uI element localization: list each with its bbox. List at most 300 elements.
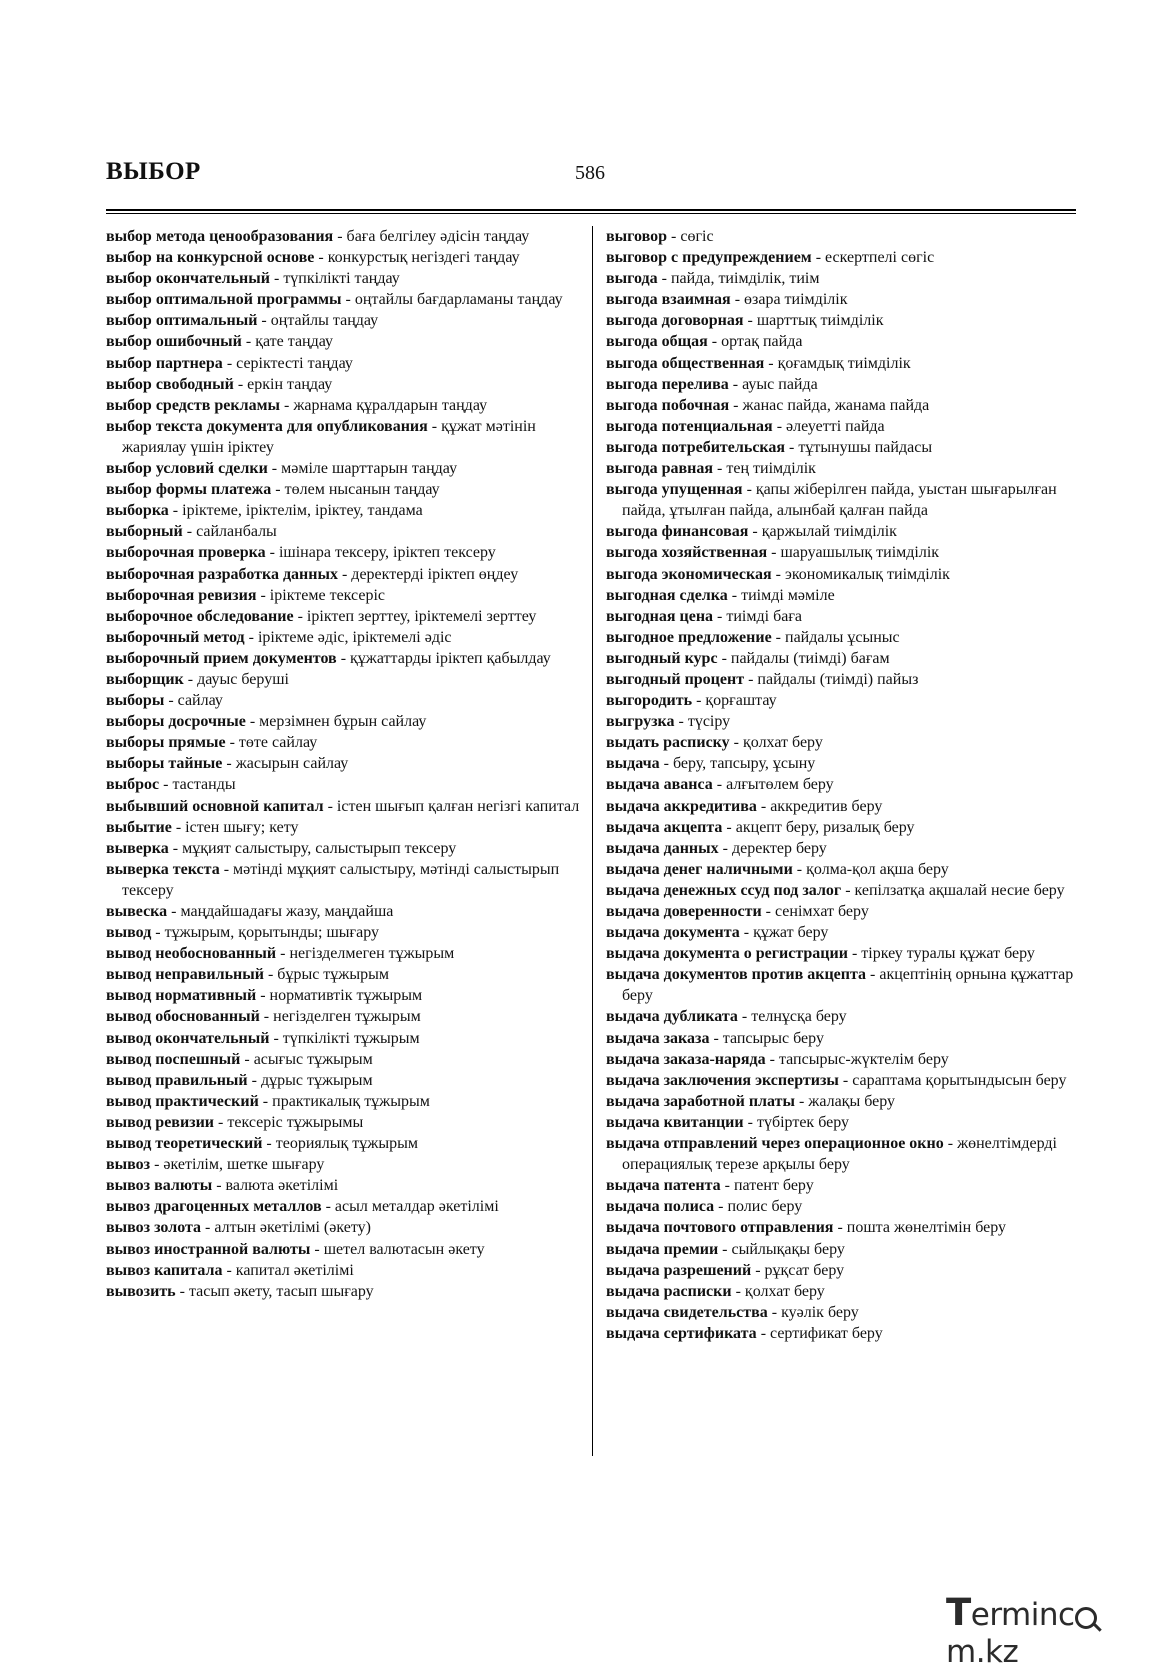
entry-term: выдача доверенности bbox=[606, 903, 762, 920]
entry-definition: баға белгілеу әдісін таңдау bbox=[346, 228, 530, 245]
entry-definition: куәлік беру bbox=[781, 1303, 859, 1321]
entry-term: выборщик bbox=[106, 670, 184, 688]
entry-term: выдача дубликата bbox=[606, 1008, 738, 1026]
entry-term: выгода побочная bbox=[606, 396, 730, 414]
entry-definition: әлеуетті пайда bbox=[786, 417, 885, 435]
entry-term: выборы прямые bbox=[106, 734, 226, 752]
dictionary-entry: выбор условий сделки - мәміле шарттарын таңдау bbox=[106, 460, 458, 478]
entry-definition: жанас пайда, жанама пайда bbox=[742, 396, 930, 414]
entry-definition: сайланбалы bbox=[196, 523, 277, 541]
entry-definition: дауыс беруші bbox=[197, 670, 289, 688]
entry-definition: іріктеме әдіс, іріктемелі әдіс bbox=[257, 628, 452, 646]
entry-term: вывод правильный bbox=[106, 1071, 248, 1089]
logo-letter: T bbox=[946, 1591, 971, 1634]
entry-term: выбор условий сделки bbox=[106, 460, 268, 478]
dictionary-entry: выдача почтового отправления - пошта жөнелтімін беру bbox=[606, 1219, 1007, 1237]
entry-term: выбор оптимальный bbox=[106, 312, 258, 330]
dictionary-entry: выборщик - дауыс беруші bbox=[106, 670, 289, 688]
entry-definition: кепілзатқа ақшалай несие беру bbox=[854, 881, 1065, 899]
entry-definition: мәтінді мұқият салыстыру, мәтінді салыстырып тексеру bbox=[122, 860, 560, 899]
entry-term: вывоз капитала bbox=[106, 1261, 223, 1279]
entry-definition: істен шығып қалған негізгі капитал bbox=[336, 797, 580, 815]
entry-definition: тең тиімділік bbox=[726, 460, 816, 478]
entry-term: выдача данных bbox=[606, 839, 719, 857]
entry-definition: сертификат беру bbox=[770, 1324, 883, 1342]
entry-term: выговор с предупреждением bbox=[606, 249, 812, 267]
entry-term: вывоз bbox=[106, 1156, 151, 1174]
entry-definition: нормативтік тұжырым bbox=[269, 987, 423, 1005]
entry-definition: өзара тиімділік bbox=[744, 291, 848, 309]
dictionary-entry: выгодное предложение - пайдалы ұсыныс bbox=[606, 628, 900, 646]
entry-term: выгода равная bbox=[606, 460, 714, 478]
dictionary-entry: выдача аккредитива - аккредитив беру bbox=[606, 797, 883, 815]
entry-term: выдача квитанции bbox=[606, 1113, 744, 1131]
entry-definition: істен шығу; кету bbox=[185, 818, 299, 836]
entry-definition: асығыс тұжырым bbox=[253, 1050, 373, 1068]
dictionary-entry: выборочная разработка данных - деректерді іріктеп өңдеу bbox=[106, 565, 519, 583]
entry-term: выгодная сделка bbox=[606, 586, 728, 604]
entry-definition: еркін таңдау bbox=[247, 375, 333, 393]
dictionary-entry: выдача патента - патент беру bbox=[606, 1177, 814, 1195]
entry-term: выговор bbox=[606, 228, 668, 245]
entry-term: выверка текста bbox=[106, 860, 220, 878]
entry-term: выгода общая bbox=[606, 333, 708, 351]
entry-term: выгода общественная bbox=[606, 354, 765, 372]
entry-definition: телнұсқа беру bbox=[751, 1008, 847, 1026]
dictionary-entry: выдача заказа - тапсырыс беру bbox=[606, 1029, 824, 1047]
dictionary-entry: выгода общая - ортақ пайда bbox=[606, 333, 803, 351]
entry-definition: сайлау bbox=[177, 692, 223, 710]
dictionary-entry: выгородить - қорғаштау bbox=[606, 692, 777, 710]
dictionary-entry: вывод ревизии - тексеріс тұжырымы bbox=[106, 1113, 364, 1131]
dictionary-entry: выдача денег наличными - қолма-қол ақша беру bbox=[606, 860, 949, 878]
entry-definition: тастанды bbox=[172, 776, 236, 794]
dictionary-entry: выдача данных - деректер беру bbox=[606, 839, 827, 857]
dictionary-entry: выдача квитанции - түбіртек беру bbox=[606, 1113, 850, 1131]
entry-term: вывод обоснованный bbox=[106, 1008, 260, 1026]
dictionary-entry: выдача заключения экспертизы - сараптама қорытындысын беру bbox=[606, 1071, 1067, 1089]
entry-definition: алғытөлем беру bbox=[726, 776, 834, 794]
dictionary-entry: вывод нормативный - нормативтік тұжырым bbox=[106, 987, 423, 1005]
dictionary-entry: выбор ошибочный - қате таңдау bbox=[106, 333, 334, 351]
entry-term: выдача аккредитива bbox=[606, 797, 757, 815]
dictionary-entry: выдача документа о регистрации - тіркеу туралы құжат беру bbox=[606, 945, 1035, 963]
entry-term: выбор свободный bbox=[106, 375, 234, 393]
entry-term: выборка bbox=[106, 502, 169, 520]
entry-definition: мұқият салыстыру, салыстырып тексеру bbox=[182, 839, 457, 857]
dictionary-entry: выбор формы платежа - төлем нысанын таңдау bbox=[106, 481, 440, 499]
entry-definition: ортақ пайда bbox=[721, 333, 803, 351]
entry-term: выдача почтового отправления bbox=[606, 1219, 834, 1237]
entry-term: выдача патента bbox=[606, 1177, 721, 1195]
entry-definition: практикалық тұжырым bbox=[272, 1092, 430, 1110]
entry-term: выгородить bbox=[606, 692, 693, 710]
entry-definition: түпкілікті таңдау bbox=[283, 270, 400, 288]
entry-term: вывод окончательный bbox=[106, 1029, 270, 1047]
entry-definition: жалақы беру bbox=[808, 1092, 896, 1110]
header-rule bbox=[106, 209, 1076, 211]
entry-term: выборочная разработка данных bbox=[106, 565, 338, 583]
entry-term: выбытие bbox=[106, 818, 172, 836]
entry-definition: құжат беру bbox=[753, 924, 829, 942]
dictionary-entry: вывод неправильный - бұрыс тұжырым bbox=[106, 966, 389, 984]
entry-definition: түсіру bbox=[687, 713, 731, 731]
dictionary-entry: выдача доверенности - сенімхат беру bbox=[606, 903, 869, 920]
entry-definition: деректерді іріктеп өңдеу bbox=[351, 565, 519, 583]
entry-term: выбор текста документа для опубликования bbox=[106, 417, 428, 435]
dictionary-entry: вывод практический - практикалық тұжырым bbox=[106, 1092, 430, 1110]
dictionary-entry: вывоз валюты - валюта әкетілімі bbox=[106, 1177, 339, 1195]
entry-term: выгода экономическая bbox=[606, 565, 772, 583]
dictionary-entry: выдача заработной платы - жалақы беру bbox=[606, 1092, 896, 1110]
entry-definition: тексеріс тұжырымы bbox=[227, 1113, 364, 1131]
dictionary-entry: вывоз капитала - капитал әкетілімі bbox=[106, 1261, 354, 1279]
entry-definition: негізделмеген тұжырым bbox=[289, 945, 455, 963]
entry-definition: экономикалық тиімділік bbox=[784, 565, 950, 583]
entry-term: выгода договорная bbox=[606, 312, 744, 330]
entry-definition: қорғаштау bbox=[705, 692, 777, 710]
dictionary-entry: выгода перелива - ауыс пайда bbox=[606, 375, 818, 393]
dictionary-entry: вывод необоснованный - негізделмеген тұжырым bbox=[106, 945, 455, 963]
entry-definition: қолхат беру bbox=[743, 734, 823, 752]
entry-definition: акцептінің орнына құжаттар беру bbox=[622, 966, 1074, 1005]
entry-definition: акцепт беру, ризалық беру bbox=[735, 818, 915, 836]
dictionary-entry: выборочная проверка - ішінара тексеру, іріктеп тексеру bbox=[106, 544, 496, 562]
dictionary-entry: выдача документа - құжат беру bbox=[606, 924, 829, 942]
dictionary-entry: выгода - пайда, тиімділік, тиім bbox=[606, 270, 820, 288]
entry-term: выбор окончательный bbox=[106, 270, 270, 288]
left-column bbox=[106, 226, 584, 1302]
entry-definition: құжаттарды іріктеп қабылдау bbox=[350, 649, 551, 667]
entry-definition: түпкілікті тұжырым bbox=[282, 1029, 420, 1047]
dictionary-entry: выгрузка - түсіру bbox=[606, 713, 731, 731]
dictionary-entry: вывод теоретический - теориялық тұжырым bbox=[106, 1135, 418, 1153]
dictionary-entry: выгода хозяйственная - шаруашылық тиімділік bbox=[606, 544, 940, 562]
entry-definition: тіркеу туралы құжат беру bbox=[861, 945, 1035, 963]
entry-term: выборы bbox=[106, 692, 165, 710]
dictionary-entry: выгода финансовая - қаржылай тиімділік bbox=[606, 523, 897, 541]
dictionary-entry: вывод окончательный - түпкілікті тұжырым bbox=[106, 1029, 420, 1047]
entry-definition: полис беру bbox=[727, 1198, 803, 1216]
entry-term: вывод необоснованный bbox=[106, 945, 277, 963]
entry-definition: сөгіс bbox=[680, 228, 714, 245]
entry-definition: жөнелтімдерді операциялық терезе арқылы беру bbox=[622, 1135, 1057, 1174]
dictionary-entry: выгодный процент - пайдалы (тиімді) пайыз bbox=[606, 670, 919, 688]
dictionary-entry: выборочный прием документов - құжаттарды іріктеп қабылдау bbox=[106, 649, 551, 667]
entry-definition: жарнама құралдарын таңдау bbox=[293, 396, 488, 414]
entry-definition: беру, тапсыру, ұсыну bbox=[672, 755, 816, 773]
entry-term: вывод bbox=[106, 924, 152, 942]
entry-term: выборочное обследование bbox=[106, 607, 294, 625]
entry-definition: аккредитив беру bbox=[770, 797, 883, 815]
entry-term: выборочный прием документов bbox=[106, 649, 337, 667]
dictionary-entry: вывод - тұжырым, қорытынды; шығару bbox=[106, 924, 379, 942]
entry-definition: іріктеме тексеріс bbox=[269, 586, 385, 604]
dictionary-entry: вывод обоснованный - негізделген тұжырым bbox=[106, 1008, 421, 1026]
entry-definition: сараптама қорытындысын беру bbox=[852, 1071, 1067, 1089]
dictionary-entry: выгода экономическая - экономикалық тиімділік bbox=[606, 565, 950, 583]
dictionary-entry: выдача акцепта - акцепт беру, ризалық беру bbox=[606, 818, 915, 836]
entry-definition: маңдайшадағы жазу, маңдайша bbox=[180, 903, 394, 920]
entry-term: вывозить bbox=[106, 1282, 176, 1300]
entry-definition: қапы жіберілген пайда, уыстан шығарылған пайда, ұтылған пайда, алынбай қалған пайда bbox=[622, 481, 1057, 520]
entry-term: выбор партнера bbox=[106, 354, 223, 372]
entry-term: выдать расписку bbox=[606, 734, 730, 752]
dictionary-entry: выборный - сайланбалы bbox=[106, 523, 277, 541]
entry-term: выгода потенциальная bbox=[606, 417, 773, 435]
entry-definition: әкетілім, шетке шығару bbox=[163, 1156, 325, 1174]
page-number: 586 bbox=[575, 162, 605, 184]
dictionary-entry: вывод правильный - дұрыс тұжырым bbox=[106, 1071, 373, 1089]
dictionary-entry: выборочный метод - іріктеме әдіс, іріктемелі әдіс bbox=[106, 628, 452, 646]
entry-definition: оңтайлы таңдау bbox=[270, 312, 379, 330]
entry-definition: тапсырыс беру bbox=[722, 1029, 824, 1047]
dictionary-entry: выгода побочная - жанас пайда, жанама пайда bbox=[606, 396, 930, 414]
entry-definition: оңтайлы бағдарламаны таңдау bbox=[354, 291, 563, 309]
entry-term: выдача расписки bbox=[606, 1282, 732, 1300]
dictionary-entry: выдача дубликата - телнұсқа беру bbox=[606, 1008, 847, 1026]
entry-term: выверка bbox=[106, 839, 169, 857]
entry-term: выгодная цена bbox=[606, 607, 714, 625]
entry-definition: іріктеме, іріктелім, іріктеу, тандама bbox=[182, 502, 423, 520]
dictionary-entry: выборочная ревизия - іріктеме тексеріс bbox=[106, 586, 385, 604]
entry-term: выгрузка bbox=[606, 713, 675, 731]
entry-definition: ескертпелі сөгіс bbox=[825, 249, 935, 267]
dictionary-entry: выгода договорная - шарттық тиімділік bbox=[606, 312, 884, 330]
dictionary-entry: выдача полиса - полис беру bbox=[606, 1198, 803, 1216]
dictionary-entry: выбор текста документа для опубликования - құжат мәтінін жариялау үшін іріктеу bbox=[106, 417, 536, 456]
entry-term: выдача документа о регистрации bbox=[606, 945, 848, 963]
dictionary-entry: выдача - беру, тапсыру, ұсыну bbox=[606, 755, 816, 773]
entry-term: выдача аванса bbox=[606, 776, 713, 794]
entry-definition: сенімхат беру bbox=[775, 903, 869, 920]
entry-term: вывод теоретический bbox=[106, 1135, 263, 1153]
dictionary-entry: выдача документов против акцепта - акцептінің орнына құжаттар беру bbox=[606, 966, 1074, 1005]
dictionary-entry: выдача свидетельства - куәлік беру bbox=[606, 1303, 859, 1321]
entry-term: вывеска bbox=[106, 903, 168, 920]
dictionary-entry: выбор окончательный - түпкілікті таңдау bbox=[106, 270, 400, 288]
entry-definition: патент беру bbox=[733, 1177, 814, 1195]
dictionary-entry: выброс - тастанды bbox=[106, 776, 236, 794]
dictionary-entry: вывеска - маңдайшадағы жазу, маңдайша bbox=[106, 903, 394, 920]
entry-term: выгода хозяйственная bbox=[606, 544, 768, 562]
entry-definition: мерзімнен бұрын сайлау bbox=[259, 713, 427, 731]
entry-definition: деректер беру bbox=[731, 839, 827, 857]
entry-term: вывоз иностранной валюты bbox=[106, 1240, 311, 1258]
dictionary-entry: вывоз - әкетілім, шетке шығару bbox=[106, 1156, 325, 1174]
entry-term: вывод ревизии bbox=[106, 1113, 215, 1131]
entry-term: выдача заработной платы bbox=[606, 1092, 795, 1110]
entry-term: выгодный курс bbox=[606, 649, 718, 667]
entry-definition: төте сайлау bbox=[238, 734, 318, 752]
entry-term: выдача свидетельства bbox=[606, 1303, 768, 1321]
dictionary-entry: выбывший основной капитал - істен шығып қалған негізгі капитал bbox=[106, 797, 580, 815]
dictionary-entry: выбытие - істен шығу; кету bbox=[106, 818, 299, 836]
entry-term: выдача заказа-наряда bbox=[606, 1050, 766, 1068]
entry-term: выдача денежных ссуд под залог bbox=[606, 881, 842, 899]
dictionary-entry: выгодная цена - тиімді баға bbox=[606, 607, 802, 625]
entry-definition: пайдалы (тиімді) бағам bbox=[730, 649, 890, 667]
dictionary-entry: выборочное обследование - іріктеп зерттеу, іріктемелі зерттеу bbox=[106, 607, 537, 625]
entry-definition: мәміле шарттарын таңдау bbox=[281, 460, 458, 478]
entry-definition: тұжырым, қорытынды; шығару bbox=[164, 924, 379, 942]
entry-definition: асыл металдар әкетілімі bbox=[334, 1198, 499, 1216]
entry-term: выборочный метод bbox=[106, 628, 245, 646]
magnifier-icon bbox=[1075, 1607, 1097, 1629]
entry-definition: дұрыс тұжырым bbox=[260, 1071, 373, 1089]
entry-definition: серіктесті таңдау bbox=[236, 354, 353, 372]
dictionary-entry: выгода упущенная - қапы жіберілген пайда, уыстан шығарылған пайда, ұтылған пайда, алынбай қалған пайда bbox=[606, 481, 1057, 520]
entry-definition: құжат мәтінін жариялау үшін іріктеу bbox=[122, 417, 536, 456]
entry-term: вывоз золота bbox=[106, 1219, 202, 1237]
dictionary-entry: выборы - сайлау bbox=[106, 692, 223, 710]
entry-definition: іріктеп зерттеу, іріктемелі зерттеу bbox=[306, 607, 537, 625]
entry-definition: капитал әкетілімі bbox=[235, 1261, 354, 1279]
entry-definition: негізделген тұжырым bbox=[273, 1008, 421, 1026]
entry-term: выгодное предложение bbox=[606, 628, 772, 646]
dictionary-entry: выгода общественная - қоғамдық тиімділік bbox=[606, 354, 911, 372]
entry-definition: сыйлықақы беру bbox=[731, 1240, 845, 1258]
entry-term: выдача полиса bbox=[606, 1198, 715, 1216]
dictionary-entry: выборка - іріктеме, іріктелім, іріктеу, тандама bbox=[106, 502, 423, 520]
entry-term: выдача сертификата bbox=[606, 1324, 757, 1342]
dictionary-entry: вывоз иностранной валюты - шетел валютасын әкету bbox=[106, 1240, 485, 1258]
dictionary-entry: выбор партнера - серіктесті таңдау bbox=[106, 354, 353, 372]
entry-term: вывод неправильный bbox=[106, 966, 264, 984]
dictionary-entry: выдача отправлений через операционное окно - жөнелтімдерді операциялық терезе арқылы беру bbox=[606, 1135, 1057, 1174]
page-title: ВЫБОР bbox=[106, 158, 201, 185]
entry-definition: теориялық тұжырым bbox=[275, 1135, 418, 1153]
dictionary-entry: выгодный курс - пайдалы (тиімді) бағам bbox=[606, 649, 890, 667]
entry-term: выборы тайные bbox=[106, 755, 223, 773]
entry-definition: түбіртек беру bbox=[756, 1113, 850, 1131]
dictionary-entry: выборы прямые - төте сайлау bbox=[106, 734, 318, 752]
column-divider bbox=[592, 226, 593, 1456]
entry-definition: тапсырыс-жүктелім беру bbox=[778, 1050, 949, 1068]
entry-term: выбор формы платежа bbox=[106, 481, 272, 499]
entry-term: выброс bbox=[106, 776, 160, 794]
header-rule-thin bbox=[106, 213, 1076, 214]
dictionary-entry: выговор с предупреждением - ескертпелі сөгіс bbox=[606, 249, 935, 267]
entry-term: выборы досрочные bbox=[106, 713, 246, 731]
dictionary-entry: выдача премии - сыйлықақы беру bbox=[606, 1240, 845, 1258]
entry-term: выдача премии bbox=[606, 1240, 719, 1258]
entry-term: вывод поспешный bbox=[106, 1050, 241, 1068]
entry-term: выборочная проверка bbox=[106, 544, 266, 562]
entry-term: выгода bbox=[606, 270, 658, 288]
dictionary-entry: выбор метода ценообразования - баға белгілеу әдісін таңдау bbox=[106, 228, 530, 245]
entry-term: выдача акцепта bbox=[606, 818, 723, 836]
dictionary-entry: вывод поспешный - асығыс тұжырым bbox=[106, 1050, 373, 1068]
dictionary-entry: выговор - сөгіс bbox=[606, 228, 714, 245]
entry-definition: тасып әкету, тасып шығару bbox=[188, 1282, 374, 1300]
entry-term: выборочная ревизия bbox=[106, 586, 257, 604]
entry-definition: пайдалы ұсыныс bbox=[785, 628, 900, 646]
dictionary-entry: выбор на конкурсной основе - конкурстық негіздегі таңдау bbox=[106, 249, 520, 267]
dictionary-entry: выгода потребительская - тұтынушы пайдасы bbox=[606, 438, 933, 456]
entry-definition: шаруашылық тиімділік bbox=[780, 544, 940, 562]
dictionary-entry: вывоз золота - алтын әкетілімі (әкету) bbox=[106, 1219, 371, 1237]
entry-term: выдача разрешений bbox=[606, 1261, 752, 1279]
entry-definition: тиімді баға bbox=[726, 607, 802, 625]
dictionary-entry: выборы тайные - жасырын сайлау bbox=[106, 755, 349, 773]
entry-term: вывод нормативный bbox=[106, 987, 257, 1005]
entry-definition: конкурстық негіздегі таңдау bbox=[327, 249, 520, 267]
entry-term: выгода финансовая bbox=[606, 523, 749, 541]
logo-domain: m.kz bbox=[946, 1634, 1019, 1670]
dictionary-entry: выгода взаимная - өзара тиімділік bbox=[606, 291, 848, 309]
dictionary-entry: вывоз драгоценных металлов - асыл металдар әкетілімі bbox=[106, 1198, 499, 1216]
dictionary-entry: выдача расписки - қолхат беру bbox=[606, 1282, 825, 1300]
entry-term: вывод практический bbox=[106, 1092, 259, 1110]
entry-definition: қоғамдық тиімділік bbox=[777, 354, 911, 372]
entry-definition: пайдалы (тиімді) пайыз bbox=[757, 670, 919, 688]
entry-term: вывоз драгоценных металлов bbox=[106, 1198, 322, 1216]
dictionary-entry: выбор оптимальной программы - оңтайлы бағдарламаны таңдау bbox=[106, 291, 563, 309]
entry-term: выгода перелива bbox=[606, 375, 729, 393]
entry-definition: тиімді мәміле bbox=[741, 586, 835, 604]
entry-definition: ауыс пайда bbox=[742, 375, 818, 393]
entry-term: выдача документов против акцепта bbox=[606, 966, 867, 984]
dictionary-entry: вывозить - тасып әкету, тасып шығару bbox=[106, 1282, 374, 1300]
right-column bbox=[606, 226, 1082, 1344]
entry-term: вывоз валюты bbox=[106, 1177, 213, 1195]
dictionary-entry: выверка текста - мәтінді мұқият салыстыру, мәтінді салыстырып тексеру bbox=[106, 860, 560, 899]
entry-definition: жасырын сайлау bbox=[235, 755, 349, 773]
entry-definition: төлем нысанын таңдау bbox=[284, 481, 440, 499]
entry-term: выгодный процент bbox=[606, 670, 745, 688]
entry-definition: алтын әкетілімі (әкету) bbox=[214, 1219, 371, 1237]
entry-term: выборный bbox=[106, 523, 183, 541]
entry-term: выдача bbox=[606, 755, 660, 773]
dictionary-entry: выгодная сделка - тиімді мәміле bbox=[606, 586, 835, 604]
dictionary-entry: выдача аванса - алғытөлем беру bbox=[606, 776, 834, 794]
entry-term: выдача документа bbox=[606, 924, 740, 942]
dictionary-entry: выбор свободный - еркін таңдау bbox=[106, 375, 333, 393]
entry-term: выбор на конкурсной основе bbox=[106, 249, 315, 267]
dictionary-entry: выгода равная - тең тиімділік bbox=[606, 460, 816, 478]
entry-term: выбор оптимальной программы bbox=[106, 291, 342, 309]
entry-definition: валюта әкетілімі bbox=[225, 1177, 339, 1195]
dictionary-entry: выдать расписку - қолхат беру bbox=[606, 734, 823, 752]
entry-definition: қолма-қол ақша беру bbox=[806, 860, 949, 878]
entry-term: выдача заключения экспертизы bbox=[606, 1071, 839, 1089]
dictionary-entry: выверка - мұқият салыстыру, салыстырып тексеру bbox=[106, 839, 457, 857]
entry-term: выгода потребительская bbox=[606, 438, 786, 456]
entry-term: выдача денег наличными bbox=[606, 860, 793, 878]
entry-definition: бұрыс тұжырым bbox=[277, 966, 389, 984]
entry-term: выбывший основной капитал bbox=[106, 797, 324, 815]
entry-definition: тұтынушы пайдасы bbox=[798, 438, 933, 456]
entry-definition: пайда, тиімділік, тиім bbox=[670, 270, 820, 288]
entry-term: выбор метода ценообразования bbox=[106, 228, 334, 245]
entry-term: выбор средств рекламы bbox=[106, 396, 280, 414]
dictionary-entry: выгода потенциальная - әлеуетті пайда bbox=[606, 417, 885, 435]
entry-definition: шетел валютасын әкету bbox=[323, 1240, 485, 1258]
dictionary-entry: выбор оптимальный - оңтайлы таңдау bbox=[106, 312, 379, 330]
entry-definition: ішінара тексеру, іріктеп тексеру bbox=[278, 544, 496, 562]
entry-definition: қате таңдау bbox=[255, 333, 334, 351]
entry-definition: қаржылай тиімділік bbox=[761, 523, 897, 541]
dictionary-entry: выдача разрешений - рұқсат беру bbox=[606, 1261, 845, 1279]
logo-text: erminc bbox=[970, 1597, 1075, 1633]
dictionary-entry: выдача денежных ссуд под залог - кепілзатқа ақшалай несие беру bbox=[606, 881, 1065, 899]
dictionary-entry: выборы досрочные - мерзімнен бұрын сайлау bbox=[106, 713, 427, 731]
entry-definition: пошта жөнелтімін беру bbox=[846, 1219, 1007, 1237]
entry-term: выгода упущенная bbox=[606, 481, 743, 499]
entry-definition: қолхат беру bbox=[744, 1282, 825, 1300]
dictionary-entry: выдача заказа-наряда - тапсырыс-жүктелім беру bbox=[606, 1050, 949, 1068]
